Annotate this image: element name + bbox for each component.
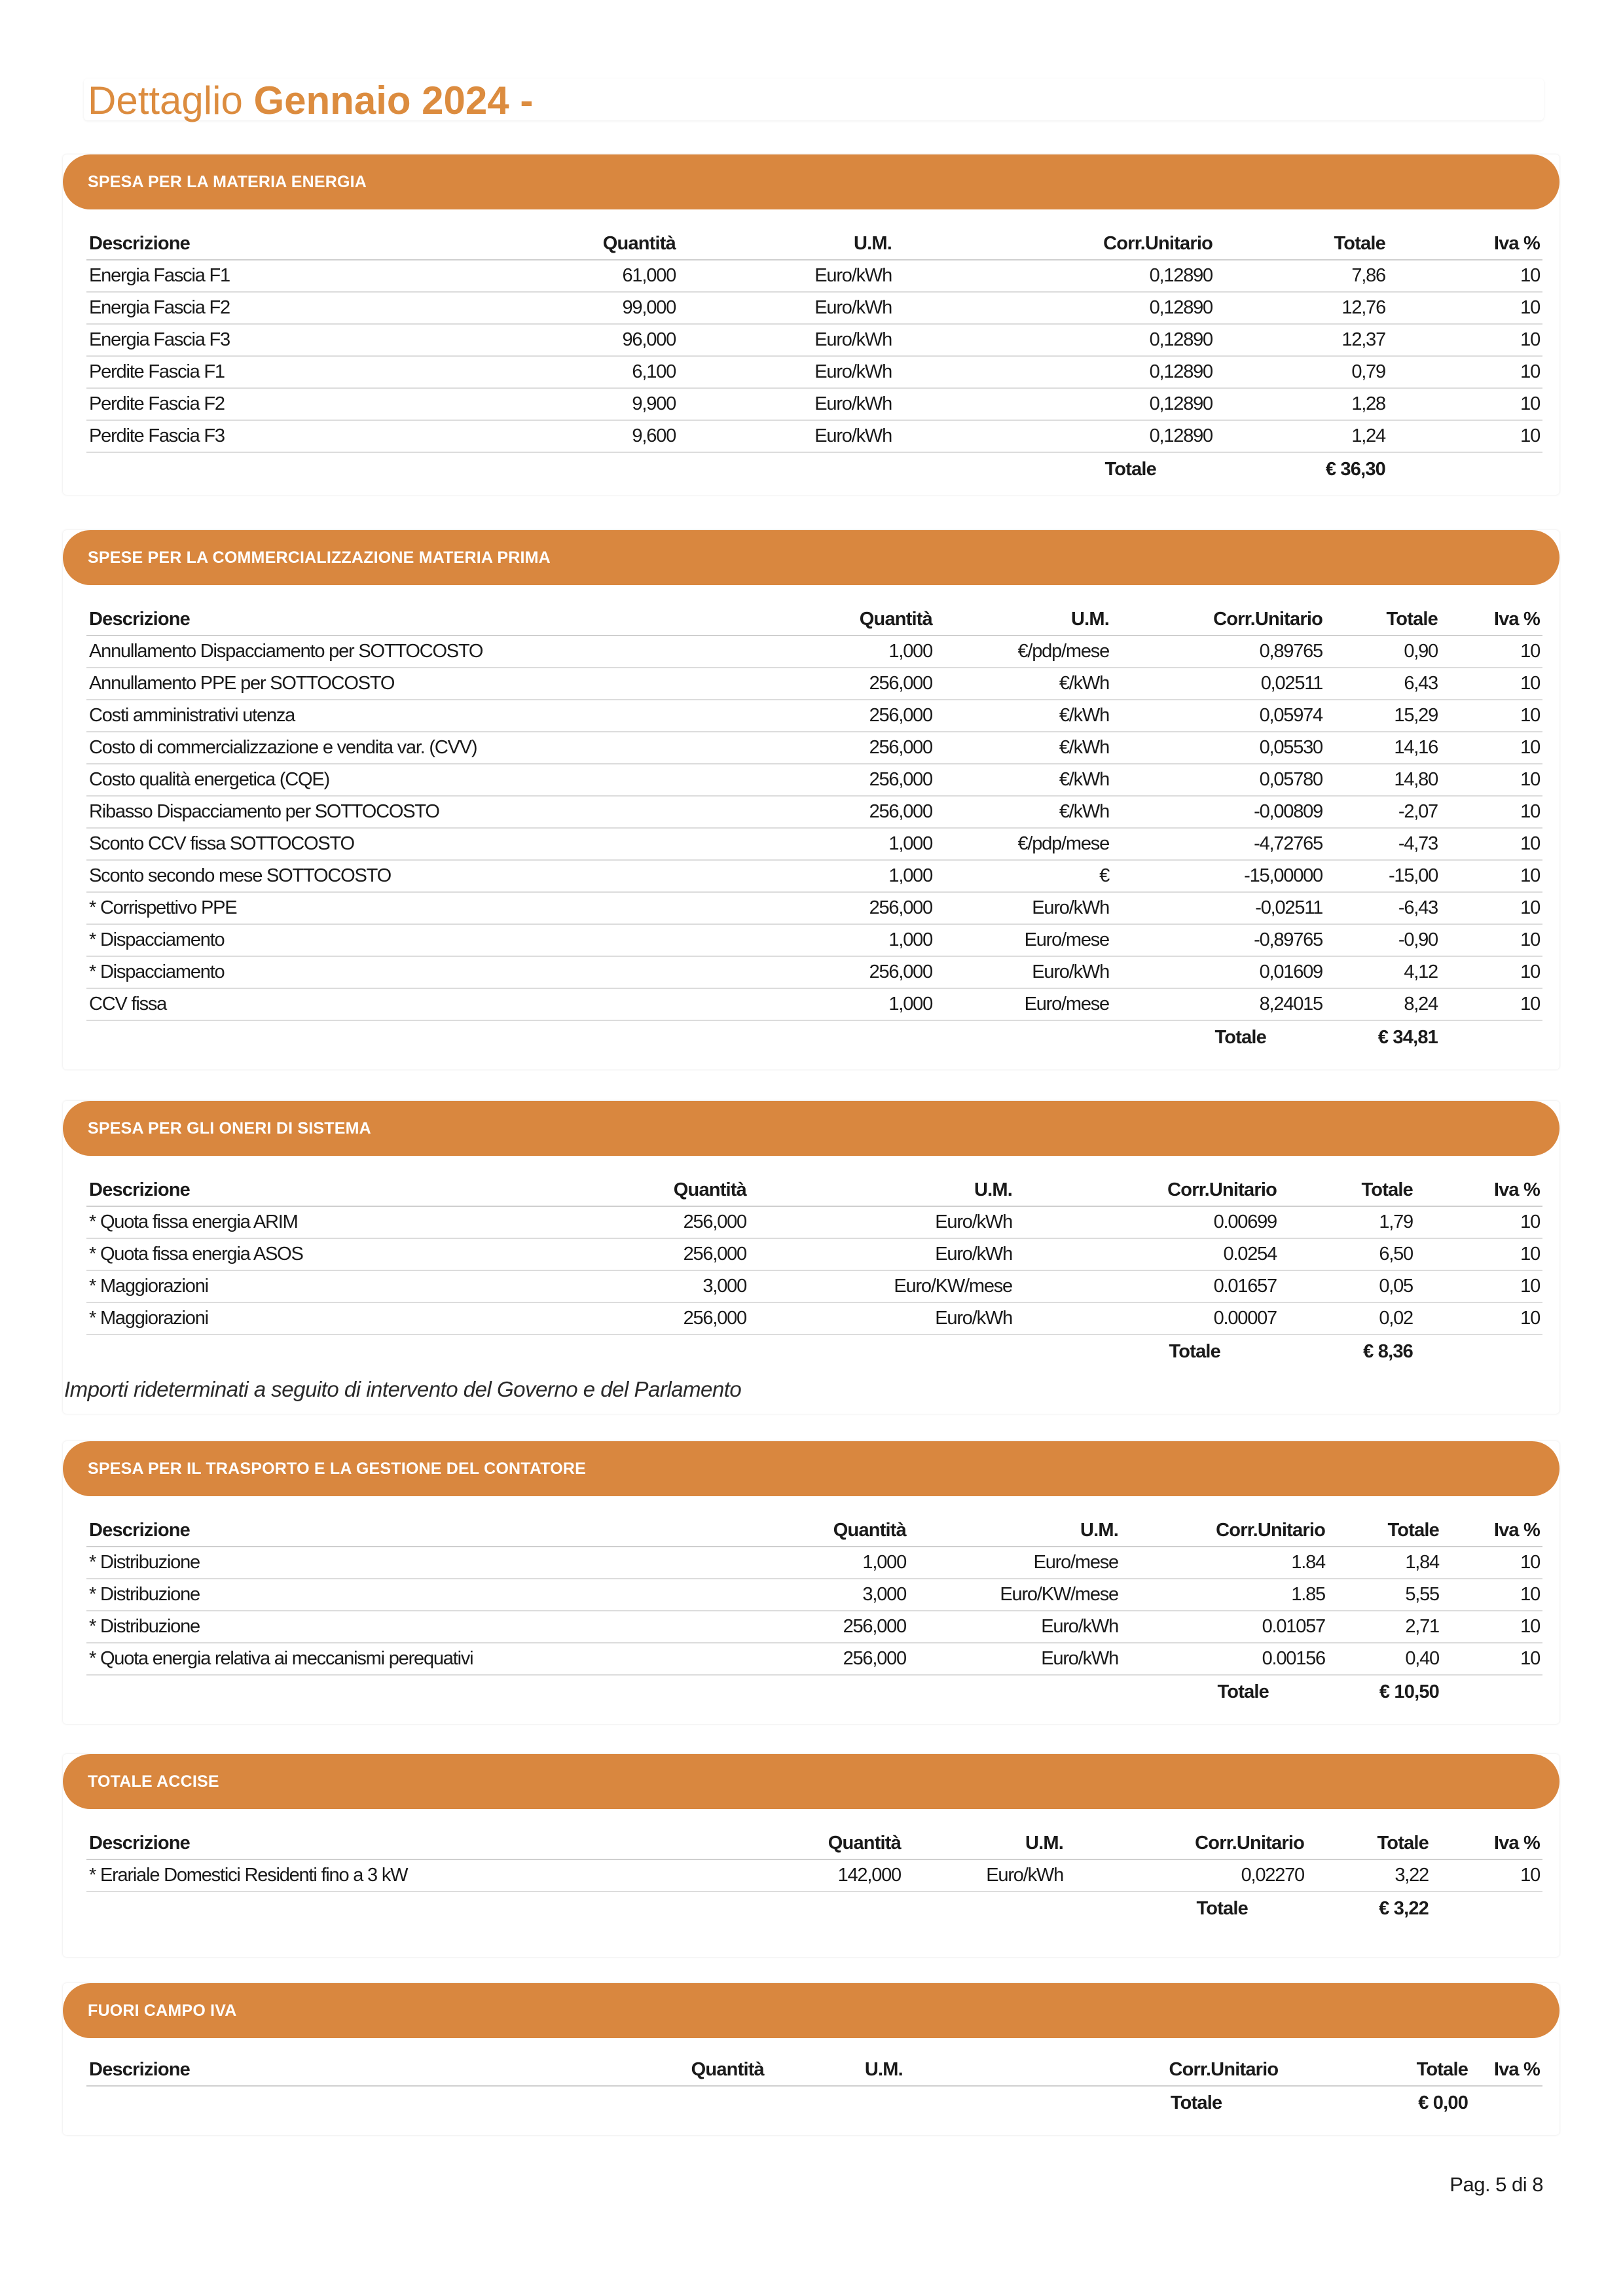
cell-quantita: 142,000: [649, 1859, 903, 1892]
total-spacer: [1431, 1892, 1542, 1925]
cell-quantita: 9,600: [329, 420, 678, 452]
cell-descrizione: Energia Fascia F3: [86, 324, 329, 356]
cell-totale: 5,55: [1328, 1579, 1442, 1611]
section-header: SPESA PER LA MATERIA ENERGIA: [63, 154, 1559, 209]
section-table: [86, 1827, 1542, 1925]
cell-totale: 1,24: [1215, 420, 1388, 452]
cell-quantita: 256,000: [479, 1302, 749, 1335]
table-row: [86, 636, 1542, 668]
table-row: [86, 1859, 1542, 1892]
cell-um: €/kWh: [935, 732, 1112, 764]
cell-iva: 10: [1440, 764, 1542, 796]
cell-corr-unitario: 0,02270: [1066, 1859, 1307, 1892]
col-descrizione: Descrizione: [86, 2054, 636, 2086]
col-iva: Iva %: [1415, 1174, 1542, 1206]
total-value: € 3,22: [1379, 1897, 1429, 1919]
total-spacer: [649, 1892, 903, 1925]
table-row: [86, 892, 1542, 924]
table-row: [86, 356, 1542, 388]
cell-quantita: 256,000: [754, 764, 935, 796]
page-number: Pag. 5 di 8: [1450, 2173, 1543, 2196]
section-totale-accise: [63, 1754, 1559, 1957]
col-um: U.M.: [678, 228, 894, 260]
cell-iva: 10: [1440, 860, 1542, 892]
cell-iva: 10: [1440, 796, 1542, 828]
table-row: [86, 420, 1542, 452]
total-label: Totale: [1170, 2092, 1222, 2113]
cell-totale: 0,90: [1325, 636, 1440, 668]
cell-corr-unitario: 0,05530: [1112, 732, 1325, 764]
total-spacer: [767, 2086, 905, 2119]
cell-descrizione: Annullamento PPE per SOTTOCOSTO: [86, 668, 754, 700]
cell-iva: 10: [1415, 1206, 1542, 1238]
cell-totale: 6,50: [1279, 1238, 1415, 1270]
cell-um: €/kWh: [935, 700, 1112, 732]
cell-iva: 10: [1415, 1270, 1542, 1302]
cell-um: Euro/kWh: [678, 420, 894, 452]
col-descrizione: Descrizione: [86, 1515, 649, 1547]
cell-um: Euro/kWh: [749, 1206, 1015, 1238]
cell-iva: 10: [1388, 324, 1542, 356]
total-spacer: [903, 1892, 1066, 1925]
col-totale: Totale: [1325, 603, 1440, 636]
col-descrizione: Descrizione: [86, 1174, 479, 1206]
cell-iva: 10: [1442, 1579, 1542, 1611]
cell-totale: 1,84: [1328, 1547, 1442, 1579]
cell-descrizione: * Maggiorazioni: [86, 1302, 479, 1335]
total-spacer: [1470, 2086, 1542, 2119]
col-um: U.M.: [749, 1174, 1015, 1206]
cell-corr-unitario: 0.00007: [1015, 1302, 1279, 1335]
table-row: [86, 668, 1542, 700]
cell-descrizione: * Erariale Domestici Residenti fino a 3 kW: [86, 1859, 649, 1892]
table-row: [86, 1643, 1542, 1675]
total-row: [86, 2086, 1542, 2119]
section-trasporto: [63, 1441, 1559, 1724]
table-row: [86, 764, 1542, 796]
table-row: [86, 324, 1542, 356]
title-period: Gennaio 2024 -: [253, 79, 534, 122]
total-value: € 8,36: [1363, 1340, 1413, 1362]
cell-iva: 10: [1388, 420, 1542, 452]
cell-corr-unitario: 0.01657: [1015, 1270, 1279, 1302]
col-um: U.M.: [935, 603, 1112, 636]
cell-corr-unitario: 0,12890: [894, 388, 1215, 420]
total-value: € 34,81: [1377, 1026, 1438, 1048]
total-spacer: [909, 1675, 1121, 1708]
table-row: [86, 956, 1542, 988]
col-corr-unitario: Corr.Unitario: [894, 228, 1215, 260]
cell-um: Euro/KW/mese: [909, 1579, 1121, 1611]
total-label: Totale: [1169, 1340, 1220, 1362]
cell-descrizione: Energia Fascia F2: [86, 292, 329, 324]
cell-um: Euro/mese: [935, 924, 1112, 956]
total-label: Totale: [1196, 1897, 1248, 1919]
page-title: [88, 77, 886, 124]
cell-descrizione: CCV fissa: [86, 988, 754, 1020]
total-label: Totale: [1214, 1026, 1266, 1048]
cell-quantita: 256,000: [479, 1206, 749, 1238]
table-row: [86, 988, 1542, 1020]
cell-quantita: 256,000: [649, 1611, 909, 1643]
section-oneri-sistema: [63, 1101, 1559, 1414]
cell-corr-unitario: 0,12890: [894, 420, 1215, 452]
cell-um: €/pdp/mese: [935, 636, 1112, 668]
col-descrizione: Descrizione: [86, 1827, 649, 1859]
col-quantita: Quantità: [636, 2054, 767, 2086]
col-quantita: Quantità: [329, 228, 678, 260]
cell-descrizione: Sconto CCV fissa SOTTOCOSTO: [86, 828, 754, 860]
col-corr-unitario: Corr.Unitario: [1121, 1515, 1328, 1547]
cell-quantita: 1,000: [649, 1547, 909, 1579]
cell-um: Euro/KW/mese: [749, 1270, 1015, 1302]
table-row: [86, 732, 1542, 764]
cell-descrizione: Ribasso Dispacciamento per SOTTOCOSTO: [86, 796, 754, 828]
cell-totale: 6,43: [1325, 668, 1440, 700]
col-totale: Totale: [1328, 1515, 1442, 1547]
section-header: FUORI CAMPO IVA: [63, 1983, 1559, 2038]
cell-totale: -4,73: [1325, 828, 1440, 860]
cell-descrizione: Perdite Fascia F2: [86, 388, 329, 420]
cell-quantita: 96,000: [329, 324, 678, 356]
cell-iva: 10: [1440, 732, 1542, 764]
table-row: [86, 260, 1542, 292]
col-um: U.M.: [909, 1515, 1121, 1547]
total-row: [86, 452, 1542, 486]
cell-totale: 0,05: [1279, 1270, 1415, 1302]
table-header-row: [86, 1515, 1542, 1547]
cell-quantita: 256,000: [754, 796, 935, 828]
cell-iva: 10: [1388, 388, 1542, 420]
cell-iva: 10: [1440, 924, 1542, 956]
cell-um: Euro/kWh: [909, 1643, 1121, 1675]
cell-iva: 10: [1442, 1643, 1542, 1675]
col-um: U.M.: [903, 1827, 1066, 1859]
cell-descrizione: * Maggiorazioni: [86, 1270, 479, 1302]
cell-iva: 10: [1388, 260, 1542, 292]
total-label: Totale: [1217, 1681, 1269, 1702]
col-iva: Iva %: [1431, 1827, 1542, 1859]
col-corr-unitario: Corr.Unitario: [1112, 603, 1325, 636]
cell-totale: 12,76: [1215, 292, 1388, 324]
cell-quantita: 1,000: [754, 924, 935, 956]
table-row: [86, 700, 1542, 732]
cell-um: Euro/kWh: [678, 260, 894, 292]
cell-descrizione: Costi amministrativi utenza: [86, 700, 754, 732]
cell-um: Euro/kWh: [935, 956, 1112, 988]
cell-totale: -0,90: [1325, 924, 1440, 956]
cell-corr-unitario: -0,02511: [1112, 892, 1325, 924]
total-spacer: [86, 1675, 649, 1708]
table-row: [86, 860, 1542, 892]
cell-corr-unitario: 0,12890: [894, 324, 1215, 356]
cell-descrizione: * Corrispettivo PPE: [86, 892, 754, 924]
cell-corr-unitario: 0,12890: [894, 292, 1215, 324]
table-row: [86, 924, 1542, 956]
total-spacer: [329, 452, 678, 486]
cell-corr-unitario: 8,24015: [1112, 988, 1325, 1020]
table-header-row: [86, 603, 1542, 636]
cell-descrizione: * Distribuzione: [86, 1547, 649, 1579]
cell-quantita: 1,000: [754, 828, 935, 860]
total-row: [86, 1335, 1542, 1368]
total-spacer: [1415, 1335, 1542, 1368]
cell-iva: 10: [1442, 1611, 1542, 1643]
col-iva: Iva %: [1440, 603, 1542, 636]
cell-iva: 10: [1440, 636, 1542, 668]
col-corr-unitario: Corr.Unitario: [905, 2054, 1281, 2086]
total-spacer: [86, 452, 329, 486]
total-spacer: [1442, 1675, 1542, 1708]
col-iva: Iva %: [1470, 2054, 1542, 2086]
total-label: Totale: [1104, 458, 1156, 480]
cell-um: €: [935, 860, 1112, 892]
total-row: [86, 1020, 1542, 1054]
cell-totale: 0,40: [1328, 1643, 1442, 1675]
cell-um: Euro/kWh: [678, 356, 894, 388]
table-row: [86, 388, 1542, 420]
cell-um: Euro/kWh: [909, 1611, 1121, 1643]
section-header: TOTALE ACCISE: [63, 1754, 1559, 1809]
table-row: [86, 1579, 1542, 1611]
cell-um: Euro/kWh: [678, 388, 894, 420]
col-totale: Totale: [1279, 1174, 1415, 1206]
section-materia-energia: [63, 154, 1559, 495]
total-value: € 0,00: [1418, 2092, 1468, 2113]
col-corr-unitario: Corr.Unitario: [1066, 1827, 1307, 1859]
col-totale: Totale: [1307, 1827, 1431, 1859]
cell-totale: 7,86: [1215, 260, 1388, 292]
cell-totale: 0,79: [1215, 356, 1388, 388]
total-spacer: [749, 1335, 1015, 1368]
col-quantita: Quantità: [649, 1827, 903, 1859]
section-table: [86, 228, 1542, 486]
redacted-area: [533, 94, 886, 113]
cell-quantita: 256,000: [754, 700, 935, 732]
cell-totale: -6,43: [1325, 892, 1440, 924]
cell-um: €/kWh: [935, 668, 1112, 700]
total-spacer: [86, 2086, 636, 2119]
col-descrizione: Descrizione: [86, 603, 754, 636]
cell-iva: 10: [1415, 1302, 1542, 1335]
cell-quantita: 256,000: [479, 1238, 749, 1270]
cell-quantita: 256,000: [754, 956, 935, 988]
total-spacer: [636, 2086, 767, 2119]
section-fuori-campo-iva: [63, 1983, 1559, 2135]
cell-quantita: 9,900: [329, 388, 678, 420]
cell-iva: 10: [1440, 700, 1542, 732]
cell-iva: 10: [1440, 892, 1542, 924]
cell-corr-unitario: 0.01057: [1121, 1611, 1328, 1643]
cell-totale: 8,24: [1325, 988, 1440, 1020]
table-row: [86, 1547, 1542, 1579]
total-spacer: [754, 1020, 935, 1054]
cell-descrizione: * Quota energia relativa ai meccanismi perequativi: [86, 1643, 649, 1675]
section-header: SPESA PER GLI ONERI DI SISTEMA: [63, 1101, 1559, 1156]
cell-totale: 3,22: [1307, 1859, 1431, 1892]
table-row: [86, 1611, 1542, 1643]
cell-descrizione: Annullamento Dispacciamento per SOTTOCOSTO: [86, 636, 754, 668]
cell-quantita: 61,000: [329, 260, 678, 292]
cell-quantita: 1,000: [754, 636, 935, 668]
cell-quantita: 256,000: [754, 892, 935, 924]
cell-corr-unitario: -0,00809: [1112, 796, 1325, 828]
cell-um: €/kWh: [935, 796, 1112, 828]
cell-um: €/kWh: [935, 764, 1112, 796]
col-quantita: Quantità: [479, 1174, 749, 1206]
cell-um: Euro/kWh: [678, 324, 894, 356]
cell-quantita: 256,000: [754, 668, 935, 700]
cell-descrizione: Energia Fascia F1: [86, 260, 329, 292]
cell-um: Euro/mese: [935, 988, 1112, 1020]
cell-iva: 10: [1440, 828, 1542, 860]
total-value: € 10,50: [1379, 1681, 1439, 1702]
section-table: [86, 603, 1542, 1054]
cell-descrizione: * Quota fissa energia ASOS: [86, 1238, 479, 1270]
cell-corr-unitario: 0.0254: [1015, 1238, 1279, 1270]
cell-corr-unitario: 0,12890: [894, 356, 1215, 388]
cell-totale: 12,37: [1215, 324, 1388, 356]
col-totale: Totale: [1215, 228, 1388, 260]
col-iva: Iva %: [1442, 1515, 1542, 1547]
cell-iva: 10: [1440, 956, 1542, 988]
col-iva: Iva %: [1388, 228, 1542, 260]
table-header-row: [86, 2054, 1542, 2086]
total-spacer: [649, 1675, 909, 1708]
cell-totale: -2,07: [1325, 796, 1440, 828]
cell-iva: 10: [1431, 1859, 1542, 1892]
cell-quantita: 99,000: [329, 292, 678, 324]
total-value: € 36,30: [1325, 458, 1385, 480]
col-totale: Totale: [1281, 2054, 1470, 2086]
cell-descrizione: * Dispacciamento: [86, 956, 754, 988]
cell-um: Euro/kWh: [678, 292, 894, 324]
section-table: [86, 1174, 1542, 1368]
cell-iva: 10: [1415, 1238, 1542, 1270]
col-descrizione: Descrizione: [86, 228, 329, 260]
cell-corr-unitario: 0,05780: [1112, 764, 1325, 796]
cell-totale: 15,29: [1325, 700, 1440, 732]
col-quantita: Quantità: [649, 1515, 909, 1547]
cell-totale: 1,28: [1215, 388, 1388, 420]
cell-corr-unitario: 1.84: [1121, 1547, 1328, 1579]
cell-iva: 10: [1388, 356, 1542, 388]
section-header: SPESE PER LA COMMERCIALIZZAZIONE MATERIA PRIMA: [63, 530, 1559, 585]
cell-quantita: 1,000: [754, 860, 935, 892]
cell-um: Euro/kWh: [935, 892, 1112, 924]
cell-corr-unitario: 0.00699: [1015, 1206, 1279, 1238]
cell-descrizione: Perdite Fascia F1: [86, 356, 329, 388]
cell-iva: 10: [1440, 668, 1542, 700]
cell-descrizione: * Distribuzione: [86, 1579, 649, 1611]
cell-descrizione: * Distribuzione: [86, 1611, 649, 1643]
cell-corr-unitario: 0,12890: [894, 260, 1215, 292]
section-table: [86, 2054, 1542, 2119]
table-header-row: [86, 1827, 1542, 1859]
cell-iva: 10: [1388, 292, 1542, 324]
cell-totale: 2,71: [1328, 1611, 1442, 1643]
total-spacer: [1388, 452, 1542, 486]
col-quantita: Quantità: [754, 603, 935, 636]
cell-totale: 0,02: [1279, 1302, 1415, 1335]
cell-um: Euro/kWh: [903, 1859, 1066, 1892]
cell-quantita: 256,000: [754, 732, 935, 764]
total-row: [86, 1675, 1542, 1708]
total-spacer: [86, 1020, 754, 1054]
total-spacer: [479, 1335, 749, 1368]
cell-quantita: 3,000: [649, 1579, 909, 1611]
cell-quantita: 256,000: [649, 1643, 909, 1675]
col-corr-unitario: Corr.Unitario: [1015, 1174, 1279, 1206]
total-spacer: [86, 1892, 649, 1925]
cell-descrizione: Sconto secondo mese SOTTOCOSTO: [86, 860, 754, 892]
cell-corr-unitario: 0,01609: [1112, 956, 1325, 988]
cell-iva: 10: [1442, 1547, 1542, 1579]
cell-quantita: 1,000: [754, 988, 935, 1020]
cell-um: €/pdp/mese: [935, 828, 1112, 860]
table-row: [86, 292, 1542, 324]
cell-corr-unitario: -4,72765: [1112, 828, 1325, 860]
table-row: [86, 1302, 1542, 1335]
cell-um: Euro/kWh: [749, 1238, 1015, 1270]
cell-quantita: 6,100: [329, 356, 678, 388]
cell-iva: 10: [1440, 988, 1542, 1020]
table-row: [86, 1270, 1542, 1302]
cell-corr-unitario: 0,05974: [1112, 700, 1325, 732]
table-header-row: [86, 1174, 1542, 1206]
total-spacer: [678, 452, 894, 486]
table-header-row: [86, 228, 1542, 260]
cell-corr-unitario: 1.85: [1121, 1579, 1328, 1611]
table-row: [86, 1238, 1542, 1270]
total-spacer: [86, 1335, 479, 1368]
cell-descrizione: Perdite Fascia F3: [86, 420, 329, 452]
total-spacer: [1440, 1020, 1542, 1054]
table-row: [86, 828, 1542, 860]
total-row: [86, 1892, 1542, 1925]
cell-totale: 14,80: [1325, 764, 1440, 796]
cell-descrizione: Costo qualità energetica (CQE): [86, 764, 754, 796]
cell-totale: 4,12: [1325, 956, 1440, 988]
cell-totale: 1,79: [1279, 1206, 1415, 1238]
cell-um: Euro/kWh: [749, 1302, 1015, 1335]
section-commercializzazione: [63, 530, 1559, 1069]
cell-corr-unitario: -15,00000: [1112, 860, 1325, 892]
cell-descrizione: * Dispacciamento: [86, 924, 754, 956]
cell-corr-unitario: 0,02511: [1112, 668, 1325, 700]
table-row: [86, 796, 1542, 828]
title-prefix: Dettaglio: [88, 79, 243, 122]
cell-descrizione: * Quota fissa energia ARIM: [86, 1206, 479, 1238]
cell-corr-unitario: 0.00156: [1121, 1643, 1328, 1675]
cell-quantita: 3,000: [479, 1270, 749, 1302]
cell-corr-unitario: -0,89765: [1112, 924, 1325, 956]
cell-um: Euro/mese: [909, 1547, 1121, 1579]
cell-corr-unitario: 0,89765: [1112, 636, 1325, 668]
cell-descrizione: Costo di commercializzazione e vendita var. (CVV): [86, 732, 754, 764]
col-um: U.M.: [767, 2054, 905, 2086]
note-text: Importi rideterminati a seguito di intervento del Governo e del Parlamento: [64, 1377, 742, 1401]
section-table: [86, 1515, 1542, 1708]
cell-totale: -15,00: [1325, 860, 1440, 892]
total-spacer: [935, 1020, 1112, 1054]
section-header: SPESA PER IL TRASPORTO E LA GESTIONE DEL CONTATORE: [63, 1441, 1559, 1496]
table-row: [86, 1206, 1542, 1238]
cell-totale: 14,16: [1325, 732, 1440, 764]
